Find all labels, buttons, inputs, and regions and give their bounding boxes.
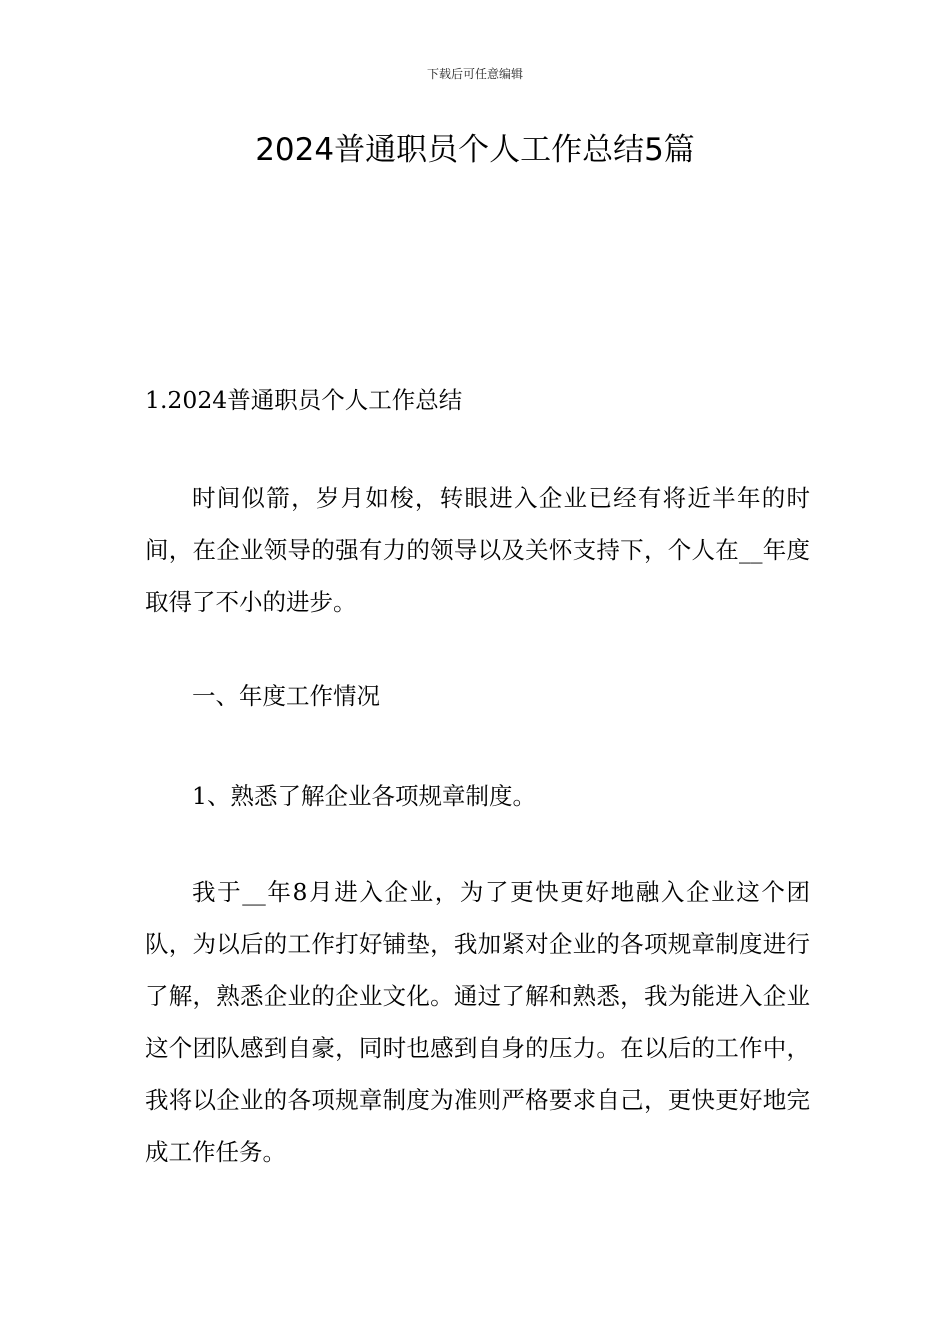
paragraph-rules: 我于__年8月进入企业，为了更快更好地融入企业这个团队，为以后的工作打好铺垫，我加紧对企业的各项规章制度进行了解，熟悉企业的企业文化。通过了解和熟悉，我为能进入企业这个团队感到自豪，同时也感到自身的压力。在以后的工作中，我将以企业的各项规章制度为准则严格要求自己，更快更好地完成工作任务。 — [145, 878, 810, 1166]
paragraph-intro: 时间似箭，岁月如梭，转眼进入企业已经有将近半年的时间，在企业领导的强有力的领导以及关怀支持下，个人在__年度取得了不小的进步。 — [145, 484, 810, 616]
header-note: 下载后可任意编辑 — [426, 67, 523, 81]
heading-rules-familiarization: 1、熟悉了解企业各项规章制度。 — [192, 782, 536, 810]
document-title: 2024普通职员个人工作总结5篇 — [255, 132, 695, 168]
section-title: 1.2024普通职员个人工作总结 — [145, 386, 463, 414]
heading-annual-work: 一、年度工作情况 — [192, 682, 380, 710]
